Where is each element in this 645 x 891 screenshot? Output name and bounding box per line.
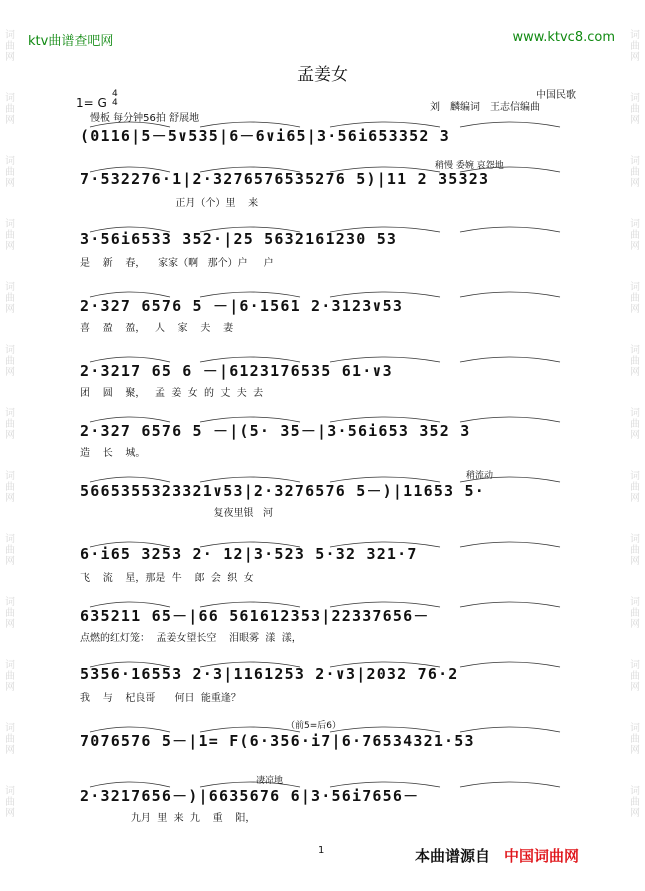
slur-arc [200, 602, 300, 607]
slur-arc [460, 122, 560, 127]
slur-arc [90, 662, 170, 667]
slur-arc [200, 122, 300, 127]
time-signature [112, 90, 118, 108]
slur-arc [90, 782, 170, 787]
slur-arc [330, 122, 440, 127]
lyric-line: 是 新 春， 家家（啊 那个）户 户 [80, 258, 274, 269]
slur-arc [200, 542, 300, 547]
slur-marks [80, 412, 570, 424]
watermark-text: 词曲网 [5, 156, 15, 189]
notation-line: 2·327 6576 5 －|6·1561 2·3123∨53 [80, 297, 404, 315]
site-url-right[interactable]: www.ktvc8.com [512, 30, 615, 45]
notation-line: 5356·16553 2·3|1161253 2·∨3|2032 76·2 [80, 665, 459, 683]
slur-arc [90, 542, 170, 547]
slur-arc [460, 782, 560, 787]
slur-arc [460, 167, 560, 172]
slur-arc [330, 357, 440, 362]
song-credits: 刘 麟编词 王志信编曲 [430, 102, 540, 113]
watermark-right [628, 30, 642, 849]
slur-marks [80, 472, 570, 484]
expression-mark: 凄凉地 [256, 776, 284, 786]
watermark-text: 词曲网 [5, 93, 15, 126]
slur-marks [80, 117, 570, 129]
watermark-text: 词曲网 [5, 471, 15, 504]
notation-line: 2·327 6576 5 －|(5· 35－|3·56i653 352 3 [80, 422, 471, 440]
lyric-line: 喜 盈 盈， 人 家 夫 妻 [80, 323, 234, 334]
slur-marks [80, 352, 570, 364]
lyric-line: 团 圆 聚， 孟 姜 女 的 丈 夫 去 [80, 388, 264, 399]
key-signature: 1= G [76, 96, 107, 110]
watermark-text: 词曲网 [630, 219, 640, 252]
notation-line: 7·532276·1|2·3276576535276 5)|11 2 35323 [80, 170, 490, 188]
time-bottom: 4 [112, 98, 118, 108]
lyric-line: 点燃的红灯笼： 孟姜女望长空 泪眼雾 漾 漾， [80, 633, 302, 644]
watermark-text: 词曲网 [630, 30, 640, 63]
slur-arc [330, 292, 440, 297]
notation-line: (0116|5－5∨535|6－6∨i65|3·56i653352 3 [80, 127, 451, 145]
watermark-text: 词曲网 [630, 723, 640, 756]
slur-arc [460, 292, 560, 297]
notation-line: 3·56i6533 352·|25 5632161230 53 [80, 230, 398, 248]
expression-mark: （前5=后6） [286, 721, 341, 731]
slur-arc [200, 417, 300, 422]
source-credit [415, 845, 579, 866]
watermark-text: 词曲网 [5, 786, 15, 819]
slur-arc [200, 227, 300, 232]
notation-line: 2·3217656－)|6635676 6|3·56i7656－ [80, 787, 420, 805]
slur-arc [330, 602, 440, 607]
watermark-text: 词曲网 [5, 219, 15, 252]
watermark-text: 词曲网 [630, 660, 640, 693]
slur-arc [200, 167, 300, 172]
slur-arc [460, 662, 560, 667]
slur-arc [200, 477, 300, 482]
watermark-text: 词曲网 [5, 660, 15, 693]
lyric-line: 飞 流 星，那是 牛 郎 会 织 女 [80, 573, 254, 584]
slur-arc [90, 357, 170, 362]
song-title: 孟姜女 [297, 65, 348, 85]
slur-arc [460, 602, 560, 607]
time-top: 4 [112, 89, 118, 99]
slur-marks [80, 287, 570, 299]
slur-marks [80, 597, 570, 609]
lyric-line: 造 长 城。 [80, 448, 146, 459]
expression-mark: 稍慢 委婉 哀怨地 [435, 161, 504, 171]
watermark-text: 词曲网 [630, 471, 640, 504]
watermark-text: 词曲网 [630, 534, 640, 567]
slur-arc [200, 292, 300, 297]
lyric-line: 九月 里 来 九 重 阳， [80, 813, 256, 824]
slur-arc [90, 727, 170, 732]
slur-arc [330, 662, 440, 667]
watermark-left [3, 30, 17, 849]
slur-arc [90, 167, 170, 172]
slur-arc [460, 227, 560, 232]
watermark-text: 词曲网 [630, 282, 640, 315]
slur-arc [330, 727, 440, 732]
watermark-text: 词曲网 [5, 723, 15, 756]
slur-arc [200, 357, 300, 362]
slur-arc [330, 417, 440, 422]
song-origin: 中国民歌 [536, 90, 576, 101]
site-name-left[interactable]: ktv曲谱查吧网 [28, 34, 114, 49]
notation-line: 6·i65 3253 2· 12|3·523 5·32 321·7 [80, 545, 418, 563]
source-prefix: 本曲谱源自 [415, 847, 491, 865]
slur-marks [80, 722, 570, 734]
slur-marks [80, 777, 570, 789]
slur-arc [460, 477, 560, 482]
watermark-text: 词曲网 [5, 30, 15, 63]
slur-arc [90, 417, 170, 422]
expression-mark: 稍流动 [466, 471, 494, 481]
lyric-line: 复夜里银 河 [80, 508, 274, 519]
slur-arc [200, 782, 300, 787]
slur-marks [80, 657, 570, 669]
slur-arc [460, 727, 560, 732]
slur-arc [460, 417, 560, 422]
watermark-text: 词曲网 [5, 345, 15, 378]
slur-arc [460, 542, 560, 547]
slur-arc [330, 477, 440, 482]
slur-marks [80, 222, 570, 234]
slur-arc [90, 292, 170, 297]
tempo-marking: 慢板 每分钟56拍 舒展地 [90, 113, 200, 124]
watermark-text: 词曲网 [630, 93, 640, 126]
watermark-text: 词曲网 [630, 156, 640, 189]
notation-line: 2·3217 65 6 －|6123176535 61·∨3 [80, 362, 393, 380]
notation-line: 5665355323321∨53|2·3276576 5－)|11653 5· [80, 482, 485, 500]
watermark-text: 词曲网 [5, 534, 15, 567]
slur-arc [200, 662, 300, 667]
slur-arc [330, 782, 440, 787]
watermark-text: 词曲网 [630, 408, 640, 441]
slur-arc [90, 477, 170, 482]
lyric-line: 我 与 杞良哥 何日 能重逢？ [80, 693, 241, 704]
slur-arc [200, 727, 300, 732]
slur-arc [330, 227, 440, 232]
watermark-text: 词曲网 [630, 597, 640, 630]
slur-arc [90, 602, 170, 607]
notation-line: 635211 65－|66 561612353|22337656－ [80, 607, 430, 625]
slur-arc [90, 122, 170, 127]
watermark-text: 词曲网 [630, 345, 640, 378]
page-number: 1 [318, 845, 325, 856]
slur-marks [80, 537, 570, 549]
slur-arc [330, 167, 440, 172]
watermark-text: 词曲网 [5, 597, 15, 630]
watermark-text: 词曲网 [5, 408, 15, 441]
lyric-line: 正月（个）里 来 [80, 198, 259, 209]
slur-arc [460, 357, 560, 362]
watermark-text: 词曲网 [630, 786, 640, 819]
slur-arc [330, 542, 440, 547]
slur-marks [80, 162, 570, 174]
notation-line: 7076576 5－|1= F(6·356·i7|6·76534321·53 [80, 732, 475, 750]
watermark-text: 词曲网 [5, 282, 15, 315]
slur-arc [90, 227, 170, 232]
source-site[interactable]: 中国词曲网 [504, 847, 580, 865]
